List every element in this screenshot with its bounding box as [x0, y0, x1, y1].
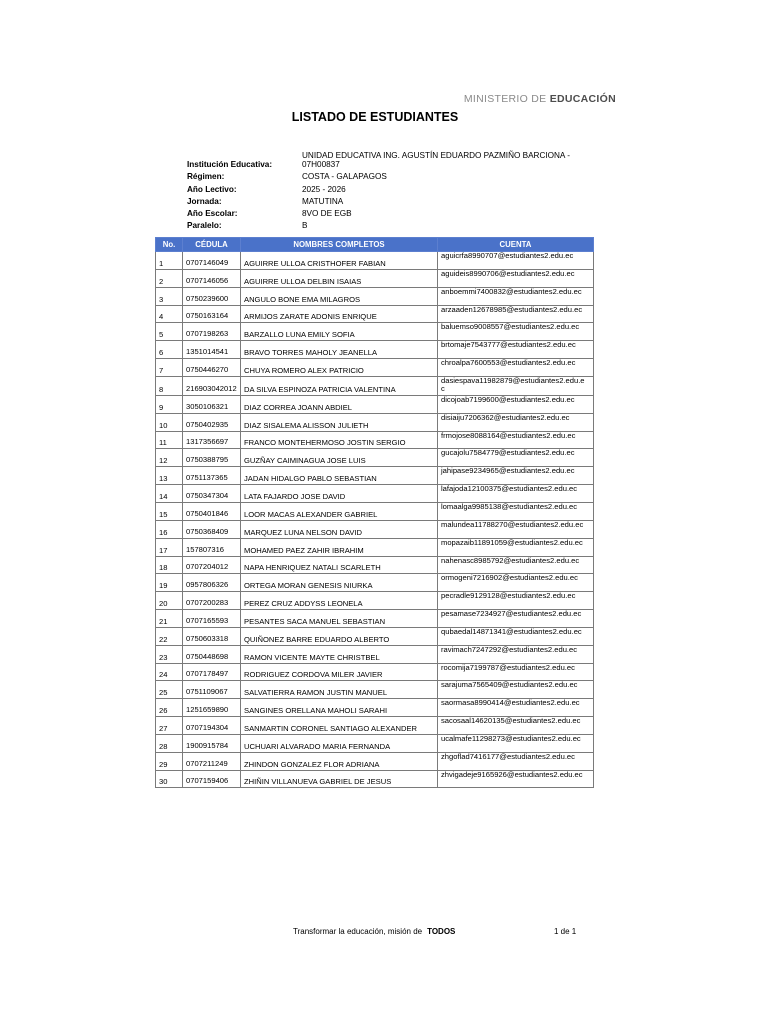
students-table	[155, 237, 594, 788]
header-nombres: NOMBRES COMPLETOS	[241, 238, 438, 252]
cuenta-text: baluemso9008557@estudiantes2.edu.ec	[441, 322, 580, 332]
info-value	[302, 185, 346, 194]
cell-no: 20	[156, 592, 183, 610]
cell-cedula: 0750163164	[183, 305, 241, 323]
cell-nombre: PEREZ CRUZ ADDYSS LEONELA	[241, 592, 438, 610]
cell-no: 4	[156, 305, 183, 323]
cell-nombre: ARMIJOS ZARATE ADONIS ENRIQUE	[241, 305, 438, 323]
table-row	[156, 502, 594, 520]
cell-nombre: JADAN HIDALGO PABLO SEBASTIAN	[241, 467, 438, 485]
info-row	[187, 218, 587, 230]
cuenta-text: frmojose8088164@estudiantes2.edu.ec	[441, 431, 576, 440]
table-row	[156, 305, 594, 323]
cell-no: 30	[156, 770, 183, 788]
table-row	[156, 663, 594, 681]
info-row	[187, 194, 587, 206]
cell-cedula: 157807316	[183, 538, 241, 556]
cuenta-text: aguicrfa8990707@estudiantes2.edu.ec	[441, 251, 574, 260]
cell-cuenta	[438, 485, 594, 503]
cell-cuenta	[438, 734, 594, 752]
cell-cuenta	[438, 556, 594, 574]
table-row	[156, 627, 594, 645]
cell-cuenta	[438, 467, 594, 485]
cell-no: 10	[156, 413, 183, 431]
cell-cuenta	[438, 538, 594, 556]
cell-cuenta	[438, 376, 594, 395]
cuenta-text: pecradle9129128@estudiantes2.edu.ec	[441, 591, 576, 601]
cuenta-text: pesamase7234927@estudiantes2.edu.ec	[441, 609, 582, 619]
table-row	[156, 341, 594, 359]
info-value-line: 2025 - 2026	[302, 184, 346, 194]
footer-motto-text: Transformar la educación, misión de	[293, 927, 423, 936]
cell-no: 15	[156, 502, 183, 520]
table-row	[156, 467, 594, 485]
cuenta-text: chroalpa7600553@estudiantes2.edu.ec	[441, 358, 576, 368]
table-row	[156, 681, 594, 699]
header-cuenta: CUENTA	[438, 238, 594, 252]
footer-motto	[293, 927, 455, 936]
cuenta-text: mopazaib11891059@estudiantes2.edu.ec	[441, 538, 583, 547]
cuenta-text: lomaalga9985138@estudiantes2.edu.ec	[441, 502, 578, 511]
info-value-line: 8VO DE EGB	[302, 209, 352, 219]
cell-no: 17	[156, 538, 183, 556]
cell-cedula: 0707198263	[183, 323, 241, 341]
cell-no: 25	[156, 681, 183, 699]
table-body	[156, 252, 594, 788]
cell-cedula: 0707194304	[183, 717, 241, 735]
cell-cedula: 1351014541	[183, 341, 241, 359]
ministry-logo-prefix: MINISTERIO DE	[463, 93, 550, 105]
table-row	[156, 359, 594, 377]
cell-no: 19	[156, 574, 183, 592]
cell-cedula: 216903042012	[183, 376, 241, 395]
table-row	[156, 574, 594, 592]
cuenta-text: saormasa8990414@estudiantes2.edu.ec	[441, 698, 580, 708]
cuenta-text: zhvigadeje9165926@estudiantes2.edu.ec	[441, 770, 583, 779]
info-value-line: UNIDAD EDUCATIVA ING. AGUSTÍN EDUARDO PAZMIÑO BARCIONA -	[302, 151, 570, 160]
info-label: Régimen:	[187, 172, 225, 182]
cell-cedula: 0707146049	[183, 252, 241, 270]
info-value	[302, 209, 352, 218]
cell-nombre: CHUYA ROMERO ALEX PATRICIO	[241, 359, 438, 377]
table-row	[156, 431, 594, 449]
cell-cedula: 1251659890	[183, 699, 241, 717]
cell-cedula: 3050106321	[183, 395, 241, 413]
cuenta-text: sarajuma7565409@estudiantes2.edu.ec	[441, 680, 578, 690]
table-row	[156, 520, 594, 538]
cell-no: 18	[156, 556, 183, 574]
page-title: LISTADO DE ESTUDIANTES	[291, 110, 459, 124]
cell-no: 2	[156, 269, 183, 287]
cell-nombre: LOOR MACAS ALEXANDER GABRIEL	[241, 502, 438, 520]
cell-no: 6	[156, 341, 183, 359]
cuenta-text: disiaiju7206362@estudiantes2.edu.ec	[441, 413, 570, 422]
cuenta-text: qubaedal14871341@estudiantes2.edu.ec	[441, 627, 582, 636]
cell-no: 26	[156, 699, 183, 717]
cell-nombre: RAMON VICENTE MAYTE CHRISTBEL	[241, 645, 438, 663]
cell-nombre: PESANTES SACA MANUEL SEBASTIAN	[241, 610, 438, 628]
info-value	[302, 151, 570, 169]
cell-nombre: FRANCO MONTEHERMOSO JOSTIN SERGIO	[241, 431, 438, 449]
cell-nombre: RODRIGUEZ CORDOVA MILER JAVIER	[241, 663, 438, 681]
cell-nombre: QUIÑONEZ BARRE EDUARDO ALBERTO	[241, 627, 438, 645]
cell-nombre: LATA FAJARDO JOSE DAVID	[241, 485, 438, 503]
cell-cuenta	[438, 252, 594, 270]
info-value-line: MATUTINA	[302, 196, 344, 206]
ministry-logo-name: EDUCACIÓN	[549, 93, 616, 105]
cell-no: 23	[156, 645, 183, 663]
table-row	[156, 556, 594, 574]
cuenta-text: arzaaden12678985@estudiantes2.edu.ec	[441, 305, 583, 314]
cell-cuenta	[438, 395, 594, 413]
page-number: 1 de 1	[554, 927, 577, 936]
cell-no: 21	[156, 610, 183, 628]
info-label: Institución Educativa:	[187, 160, 273, 169]
cell-no: 22	[156, 627, 183, 645]
cell-no: 16	[156, 520, 183, 538]
cell-no: 13	[156, 467, 183, 485]
cell-nombre: BARZALLO LUNA EMILY SOFIA	[241, 323, 438, 341]
table-row	[156, 395, 594, 413]
cuenta-text-wrap: c	[441, 384, 445, 394]
cuenta-text: jahipase9234965@estudiantes2.edu.ec	[441, 466, 575, 476]
info-value	[302, 221, 307, 230]
info-row	[187, 151, 587, 169]
cell-cedula: 0750401846	[183, 502, 241, 520]
cell-cuenta	[438, 431, 594, 449]
info-value	[302, 197, 343, 206]
cuenta-text: rocomija7199787@estudiantes2.edu.ec	[441, 663, 575, 672]
table-row	[156, 269, 594, 287]
cell-cedula: 0750347304	[183, 485, 241, 503]
table-header-row	[156, 238, 594, 252]
cell-cuenta	[438, 610, 594, 628]
cell-cuenta	[438, 645, 594, 663]
cuenta-text: dasiespava11982879@estudiantes2.edu.e	[441, 376, 585, 385]
table-row	[156, 734, 594, 752]
cell-nombre: MOHAMED PAEZ ZAHIR IBRAHIM	[241, 538, 438, 556]
table-row	[156, 699, 594, 717]
cell-cedula: 0750239600	[183, 287, 241, 305]
cell-cedula: 0707159406	[183, 770, 241, 788]
cell-nombre: UCHUARI ALVARADO MARIA FERNANDA	[241, 734, 438, 752]
info-row	[187, 169, 587, 181]
cell-nombre: DIAZ CORREA JOANN ABDIEL	[241, 395, 438, 413]
info-value-line: 07H00837	[302, 160, 340, 169]
info-label: Jornada:	[187, 196, 222, 206]
cell-nombre: MARQUEZ LUNA NELSON DAVID	[241, 520, 438, 538]
cuenta-text: ucalmafe11298273@estudiantes2.edu.ec	[441, 734, 581, 743]
cuenta-text: ormogeni7216902@estudiantes2.edu.ec	[441, 573, 578, 583]
cell-cuenta	[438, 359, 594, 377]
cuenta-text: nahenasc8985792@estudiantes2.edu.ec	[441, 556, 580, 565]
info-row	[187, 181, 587, 193]
cell-nombre: ZHIÑIN VILLANUEVA GABRIEL DE JESUS	[241, 770, 438, 788]
table-row	[156, 449, 594, 467]
table-row	[156, 376, 594, 395]
table-row	[156, 717, 594, 735]
footer-motto-bold: TODOS	[427, 927, 456, 936]
cell-nombre: AGUIRRE ULLOA DELBIN ISAIAS	[241, 269, 438, 287]
cell-nombre: SANMARTIN CORONEL SANTIAGO ALEXANDER	[241, 717, 438, 735]
cuenta-text: anboemmi7400832@estudiantes2.edu.ec	[441, 287, 582, 296]
cell-nombre: NAPA HENRIQUEZ NATALI SCARLETH	[241, 556, 438, 574]
table-row	[156, 413, 594, 431]
cell-cuenta	[438, 305, 594, 323]
cell-cedula: 1900915784	[183, 734, 241, 752]
cell-cuenta	[438, 341, 594, 359]
cuenta-text: dicojoab7199600@estudiantes2.edu.ec	[441, 395, 575, 404]
cell-no: 28	[156, 734, 183, 752]
cell-cuenta	[438, 627, 594, 645]
cell-cedula: 1317356697	[183, 431, 241, 449]
table-row	[156, 610, 594, 628]
cuenta-text: malundea11788270@estudiantes2.edu.ec	[441, 520, 584, 529]
cell-cedula: 0707146056	[183, 269, 241, 287]
cuenta-text: aguideis8990706@estudiantes2.edu.ec	[441, 269, 575, 278]
info-row	[187, 206, 587, 218]
cell-cuenta	[438, 770, 594, 788]
cell-no: 29	[156, 752, 183, 770]
info-block	[187, 151, 587, 230]
cell-nombre: SALVATIERRA RAMON JUSTIN MANUEL	[241, 681, 438, 699]
cell-cedula: 0751137365	[183, 467, 241, 485]
cell-cedula: 0707200283	[183, 592, 241, 610]
cell-cuenta	[438, 502, 594, 520]
cell-cuenta	[438, 269, 594, 287]
cell-cuenta	[438, 752, 594, 770]
table-row	[156, 592, 594, 610]
cell-no: 1	[156, 252, 183, 270]
cell-no: 12	[156, 449, 183, 467]
cell-cedula: 0750402935	[183, 413, 241, 431]
cell-cedula: 0750388795	[183, 449, 241, 467]
cell-cuenta	[438, 663, 594, 681]
cell-cedula: 0751109067	[183, 681, 241, 699]
cell-no: 5	[156, 323, 183, 341]
table-row	[156, 538, 594, 556]
cell-cedula: 0707204012	[183, 556, 241, 574]
cell-cuenta	[438, 413, 594, 431]
cell-nombre: SANGINES ORELLANA MAHOLI SARAHI	[241, 699, 438, 717]
cell-cuenta	[438, 699, 594, 717]
info-value-line: B	[302, 221, 308, 231]
cell-cedula: 0707178497	[183, 663, 241, 681]
cell-cedula: 0957806326	[183, 574, 241, 592]
cell-nombre: DA SILVA ESPINOZA PATRICIA VALENTINA	[241, 376, 438, 395]
cell-cedula: 0750368409	[183, 520, 241, 538]
cell-cuenta	[438, 681, 594, 699]
cell-cuenta	[438, 520, 594, 538]
info-label: Paralelo:	[187, 221, 222, 231]
info-value-line: COSTA - GALAPAGOS	[302, 172, 387, 182]
table-row	[156, 645, 594, 663]
cell-no: 11	[156, 431, 183, 449]
cell-nombre: ZHINDON GONZALEZ FLOR ADRIANA	[241, 752, 438, 770]
cuenta-text: zhgoflad7416177@estudiantes2.edu.ec	[441, 752, 575, 761]
table-row	[156, 252, 594, 270]
cell-no: 3	[156, 287, 183, 305]
cell-cedula: 0707165593	[183, 610, 241, 628]
cell-no: 9	[156, 395, 183, 413]
table-row	[156, 485, 594, 503]
cell-nombre: ORTEGA MORAN GENESIS NIURKA	[241, 574, 438, 592]
info-value	[302, 172, 387, 181]
cell-cuenta	[438, 574, 594, 592]
info-label: Año Lectivo:	[187, 184, 237, 194]
cuenta-text: gucajolu7584779@estudiantes2.edu.ec	[441, 448, 575, 458]
ministry-logo	[464, 93, 616, 105]
cuenta-text: lafajoda12100375@estudiantes2.edu.ec	[441, 484, 578, 494]
cell-no: 7	[156, 359, 183, 377]
header-cedula: CÉDULA	[183, 238, 241, 252]
cell-no: 24	[156, 663, 183, 681]
cell-nombre: AGUIRRE ULLOA CRISTHOFER FABIAN	[241, 252, 438, 270]
cell-cuenta	[438, 717, 594, 735]
table-row	[156, 323, 594, 341]
info-label: Año Escolar:	[187, 209, 238, 219]
cell-nombre: ANGULO BONE EMA MILAGROS	[241, 287, 438, 305]
cell-cedula: 0750446270	[183, 359, 241, 377]
table-row	[156, 770, 594, 788]
header-no: No.	[156, 238, 183, 252]
cell-cuenta	[438, 449, 594, 467]
cuenta-text: sacosaal14620135@estudiantes2.edu.ec	[441, 716, 581, 726]
cuenta-text: ravimach7247292@estudiantes2.edu.ec	[441, 645, 578, 654]
cell-cuenta	[438, 287, 594, 305]
cell-cuenta	[438, 592, 594, 610]
cuenta-text: brtomaje7543777@estudiantes2.edu.ec	[441, 340, 576, 350]
cell-cedula: 0707211249	[183, 752, 241, 770]
cell-no: 8	[156, 376, 183, 395]
table-row	[156, 287, 594, 305]
cell-cuenta	[438, 323, 594, 341]
table-row	[156, 752, 594, 770]
cell-cedula: 0750448698	[183, 645, 241, 663]
cell-no: 27	[156, 717, 183, 735]
cell-cedula: 0750603318	[183, 627, 241, 645]
cell-nombre: BRAVO TORRES MAHOLY JEANELLA	[241, 341, 438, 359]
cell-nombre: GUZÑAY CAIMINAGUA JOSE LUIS	[241, 449, 438, 467]
cell-no: 14	[156, 485, 183, 503]
cell-nombre: DIAZ SISALEMA ALISSON JULIETH	[241, 413, 438, 431]
